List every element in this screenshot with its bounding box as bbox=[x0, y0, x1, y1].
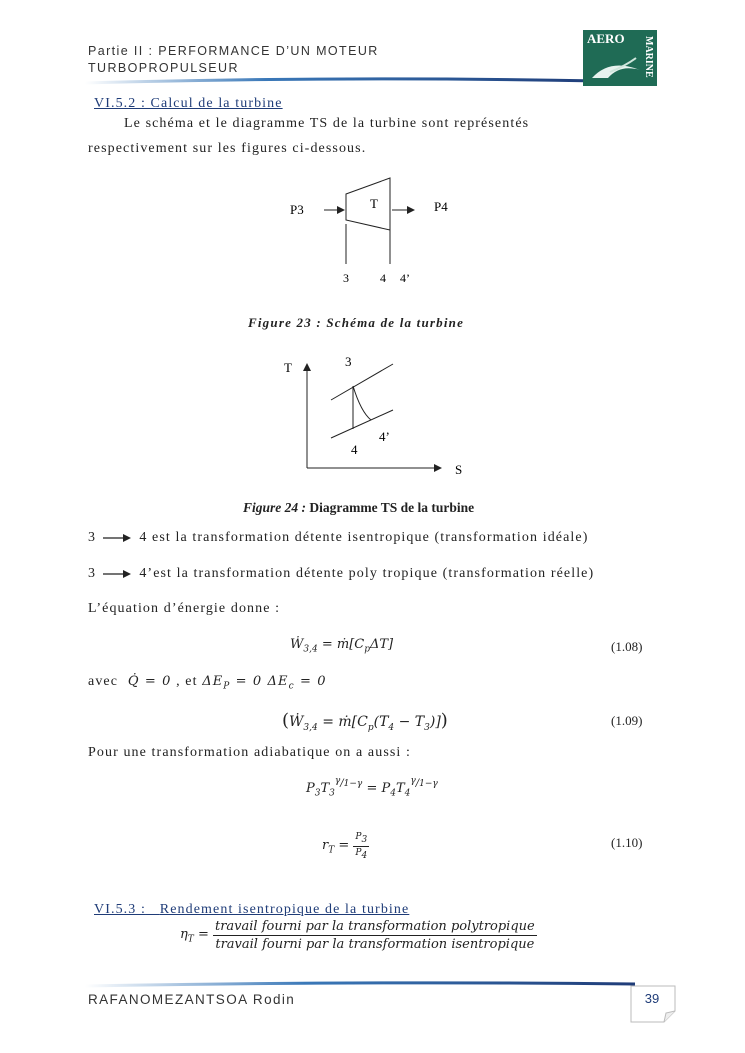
line2-start: 3 bbox=[88, 566, 97, 581]
arrow-icon bbox=[103, 569, 133, 579]
equation-1-10-number: (1.10) bbox=[611, 835, 643, 850]
et-word: , et bbox=[176, 674, 198, 689]
page-number: 39 bbox=[644, 991, 660, 1006]
transformation-line-isentropic bbox=[88, 530, 589, 546]
transformation-line-polytropic bbox=[88, 566, 594, 582]
efficiency-numerator: travail fourni par la transformation polytropique bbox=[214, 919, 535, 934]
station-4p-label: 4’ bbox=[400, 271, 410, 285]
header-rule-and-logo bbox=[80, 28, 660, 88]
polytropic-path bbox=[353, 386, 371, 420]
figure-23-caption: Figure 23 : Schéma de la turbine bbox=[248, 315, 465, 330]
equation-1-08: Ẇ$_{3,4}$ = $ṁ[C_p\Delta T]$ bbox=[290, 637, 394, 655]
intro-paragraph-line2: respectivement sur les figures ci-dessous. bbox=[88, 141, 367, 156]
equation-1-10: $r_T$ = $\frac{P_3}{P_4}$ bbox=[322, 832, 368, 861]
t-axis-label: T bbox=[284, 360, 292, 375]
inlet-pressure-label: P3 bbox=[290, 202, 304, 217]
logo-marine-text: MARINE bbox=[643, 36, 654, 78]
station-4-label: 4 bbox=[380, 271, 386, 285]
section-heading-isentropic-efficiency bbox=[94, 902, 409, 918]
ts-diagram bbox=[275, 350, 475, 485]
line1-rest: 4 est la transformation détente isentropique (transformation idéale) bbox=[139, 530, 589, 545]
state-4p-label: 4’ bbox=[379, 429, 390, 444]
figure-24-caption bbox=[243, 500, 474, 516]
section-number: VI.5.3 : bbox=[94, 902, 146, 917]
energy-equation-intro: L’équation d’énergie donne : bbox=[88, 601, 281, 616]
arrow-icon bbox=[103, 533, 133, 543]
efficiency-denominator: travail fourni par la transformation isentropique bbox=[215, 937, 535, 952]
section-title: Rendement isentropique de la turbine bbox=[159, 902, 410, 917]
heat-zero-expression: Q̇ = 0 bbox=[122, 674, 172, 689]
footer-rule bbox=[80, 978, 640, 990]
logo-aero-text: AERO bbox=[587, 31, 625, 46]
line2-rest: 4’est la transformation détente poly tropique (transformation réelle) bbox=[139, 566, 595, 581]
section-heading-turbine: VI.5.2 : Calcul de la turbine bbox=[94, 96, 283, 111]
state-3-label: 3 bbox=[345, 354, 352, 369]
line1-start: 3 bbox=[88, 530, 97, 545]
efficiency-equation: $\eta_T$ = $\frac{\text{travail fourni par la transformation polytropique}}{\text{travail fourni par la transformation isentropique}}$ bbox=[180, 919, 535, 952]
station-3-label: 3 bbox=[343, 271, 349, 285]
aero-marine-logo bbox=[583, 30, 657, 86]
header-title-line2: TURBOPROPULSEUR bbox=[88, 61, 239, 75]
page-number-box bbox=[630, 985, 674, 1021]
outlet-pressure-label: P4 bbox=[434, 199, 448, 214]
equation-1-09: (Ẇ$_{3,4}$ = $ṁ[C_p(T_4 - T_3)]$) bbox=[282, 710, 448, 733]
high-pressure-isobar bbox=[331, 364, 393, 400]
header-title-line1: Partie II : PERFORMANCE D’UN MOTEUR bbox=[88, 44, 379, 58]
state-4-label: 4 bbox=[351, 442, 358, 457]
conditions-line bbox=[88, 674, 327, 692]
energy-deltas-expression: $\Delta E_P = 0$ $\Delta E_c = 0$ bbox=[202, 674, 327, 692]
equation-1-08-number: (1.08) bbox=[611, 639, 643, 654]
turbine-trapezoid bbox=[346, 178, 390, 230]
turbine-schematic bbox=[280, 174, 460, 294]
adiabatic-intro: Pour une transformation adiabatique on a aussi : bbox=[88, 745, 412, 760]
avec-word: avec bbox=[88, 674, 119, 689]
intro-paragraph-line1: Le schéma et le diagramme TS de la turbine sont représentés bbox=[124, 116, 530, 131]
figure-24-caption-text: Diagramme TS de la turbine bbox=[309, 500, 475, 515]
footer-author: RAFANOMEZANTSOA Rodin bbox=[88, 992, 296, 1007]
s-axis-label: S bbox=[455, 462, 463, 477]
equation-1-09-number: (1.09) bbox=[611, 713, 643, 728]
adiabatic-relation: $P_3T_3^{\gamma/1-\gamma} = P_4T_4^{\gamma/1-\gamma}$ bbox=[306, 776, 438, 799]
turbine-label: T bbox=[370, 196, 378, 211]
figure-24-caption-prefix: Figure 24 : bbox=[243, 500, 307, 515]
